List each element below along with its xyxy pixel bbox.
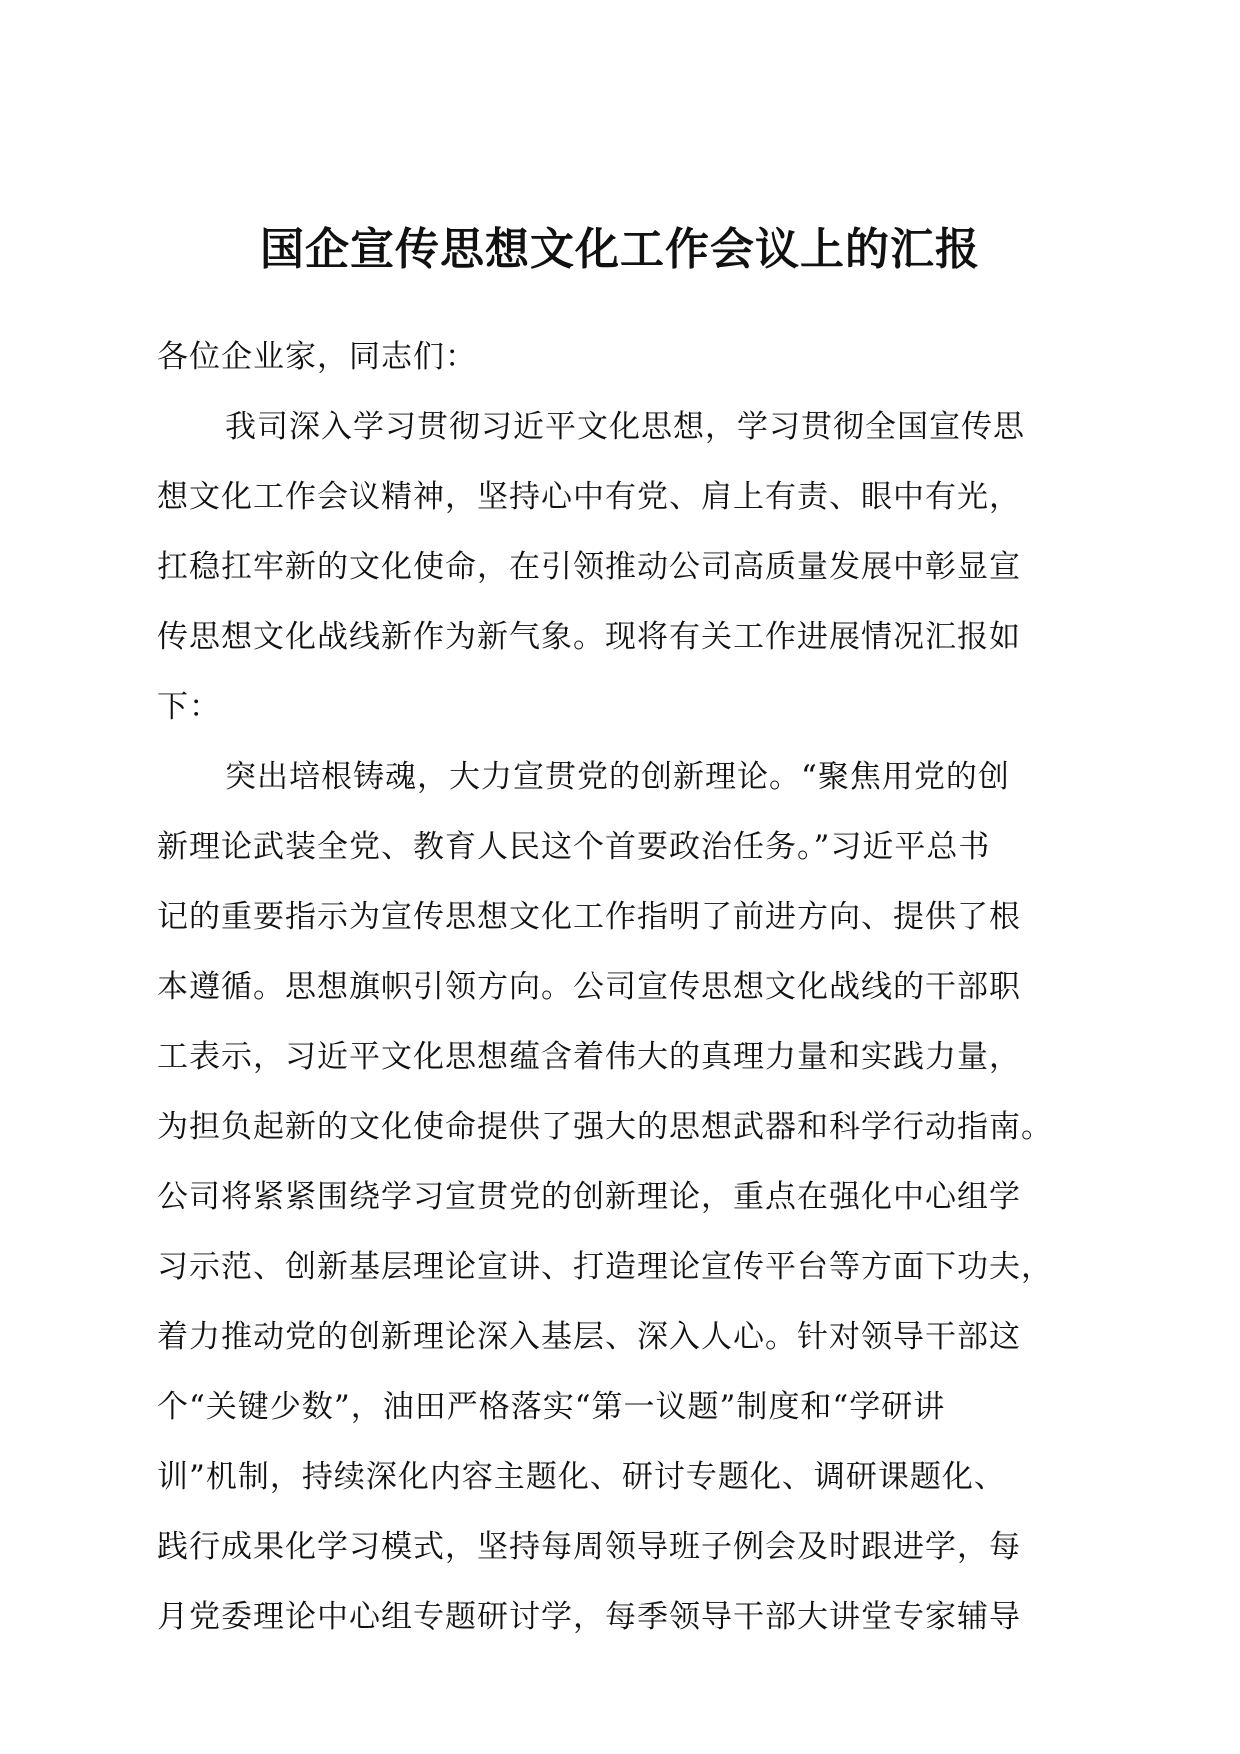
paragraph-2-line-8: 习示范、创新基层理论宣讲、打造理论宣传平台等方面下功夫， — [157, 1249, 1053, 1285]
paragraph-2-line-11: 训”机制，持续深化内容主题化、研讨专题化、调研课题化、 — [157, 1459, 1006, 1495]
paragraph-1-line-2: 想文化工作会议精神，坚持心中有党、肩上有责、眼中有光， — [157, 479, 1021, 515]
paragraph-1-line-4: 传思想文化战线新作为新气象。现将有关工作进展情况汇报如 — [157, 619, 1021, 655]
paragraph-2-line-9: 着力推动党的创新理论深入基层、深入人心。针对领导干部这 — [157, 1319, 1021, 1355]
paragraph-2-line-2: 新理论武装全党、教育人民这个首要政治任务。”习近平总书 — [157, 829, 991, 865]
paragraph-2-line-6: 为担负起新的文化使命提供了强大的思想武器和科学行动指南。 — [157, 1109, 1053, 1145]
salutation-line: 各位企业家，同志们： — [157, 339, 477, 375]
paragraph-2-line-13: 月党委理论中心组专题研讨学，每季领导干部大讲堂专家辅导 — [157, 1599, 1021, 1635]
paragraph-2-line-1: 突出培根铸魂，大力宣贯党的创新理论。“聚焦用党的创 — [225, 759, 1010, 795]
paragraph-2-line-3: 记的重要指示为宣传思想文化工作指明了前进方向、提供了根 — [157, 899, 1021, 935]
paragraph-1-line-1: 我司深入学习贯彻习近平文化思想，学习贯彻全国宣传思 — [225, 409, 1025, 445]
paragraph-2-line-7: 公司将紧紧围绕学习宣贯党的创新理论，重点在强化中心组学 — [157, 1179, 1021, 1215]
paragraph-2-line-12: 践行成果化学习模式，坚持每周领导班子例会及时跟进学，每 — [157, 1529, 1021, 1565]
document-title: 国企宣传思想文化工作会议上的汇报 — [260, 224, 980, 275]
paragraph-1-line-5: 下： — [157, 689, 221, 725]
paragraph-2-line-4: 本遵循。思想旗帜引领方向。公司宣传思想文化战线的干部职 — [157, 969, 1021, 1005]
paragraph-2-line-10: 个“关键少数”，油田严格落实“第一议题”制度和“学研讲 — [157, 1389, 946, 1425]
paragraph-1-line-3: 扛稳扛牢新的文化使命，在引领推动公司高质量发展中彰显宣 — [157, 549, 1021, 585]
paragraph-2-line-5: 工表示，习近平文化思想蕴含着伟大的真理力量和实践力量， — [157, 1039, 1021, 1075]
document-body — [157, 322, 1087, 1652]
